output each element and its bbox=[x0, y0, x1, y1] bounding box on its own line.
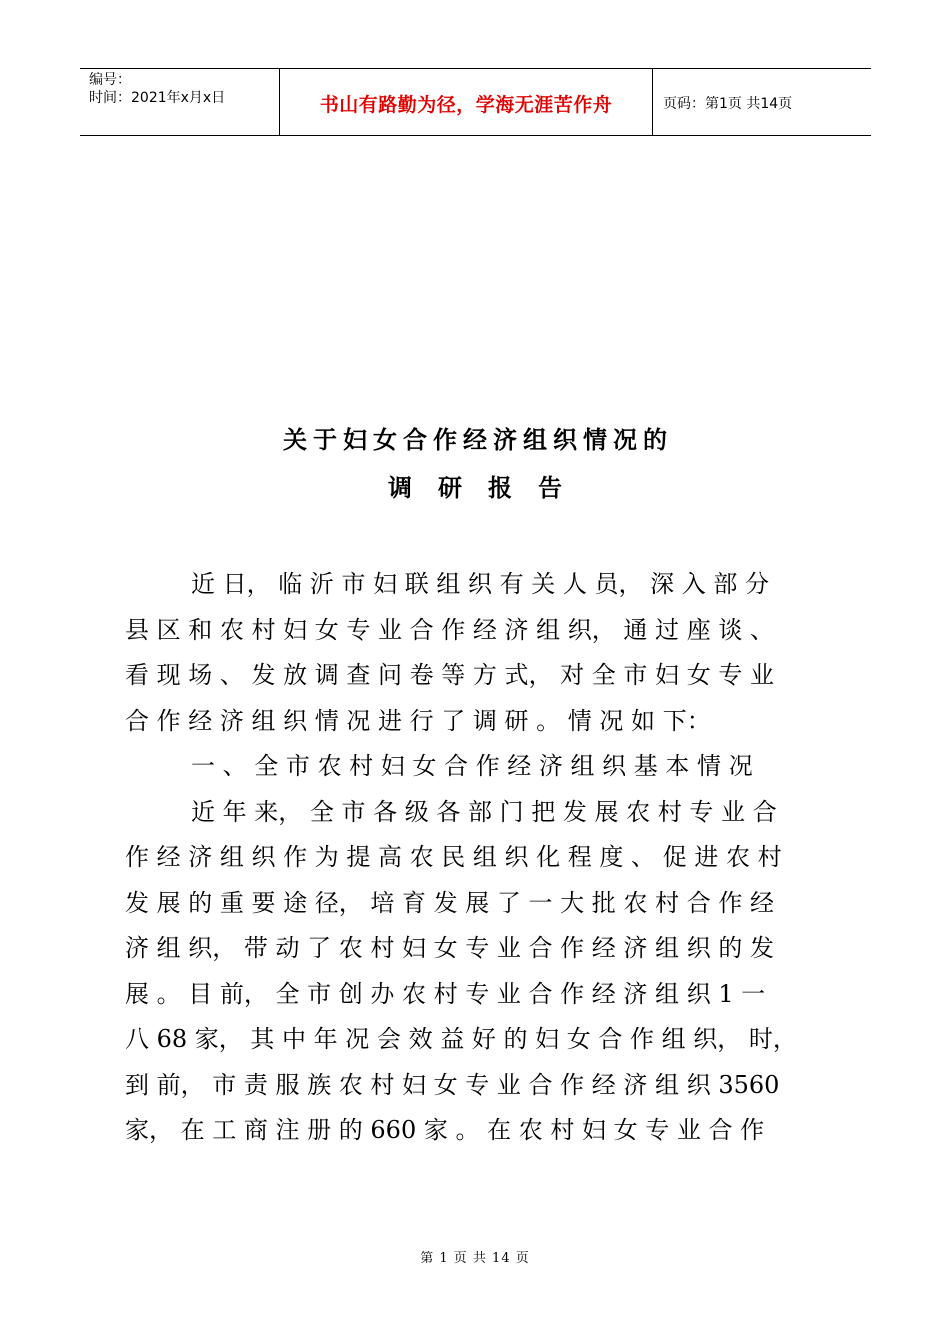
document-header bbox=[80, 68, 871, 136]
body-line: 近 年 来， 全 市 各 级 各 部 门 把 发 展 农 村 专 业 合 bbox=[191, 797, 777, 826]
motto-text: 书山有路勤为径，学海无涯苦作舟 bbox=[319, 93, 613, 116]
time-label: 时间：2021年x月x日 bbox=[89, 90, 226, 106]
document-title-line1: 关于妇女合作经济组织情况的 bbox=[283, 425, 673, 454]
body-line: 合 作 经 济 组 织 情 况 进 行 了 调 研 。 情 况 如 下： bbox=[125, 706, 711, 735]
body-line: 家， 在 工 商 注 册 的 660 家 。 在 农 村 妇 女 专 业 合 作 bbox=[125, 1116, 765, 1144]
body-line: 八 68 家， 其 中 年 况 会 效 益 好 的 妇 女 合 作 组 织， 时， bbox=[125, 1025, 797, 1053]
header-page-cell bbox=[653, 69, 871, 135]
body-line: 看 现 场 、 发 放 调 查 问 卷 等 方 式， 对 全 市 妇 女 专 业 bbox=[125, 661, 774, 689]
header-motto-cell bbox=[280, 69, 653, 135]
page-footer: 第 1 页 共 14 页 bbox=[420, 1251, 530, 1266]
body-line: 县 区 和 农 村 妇 女 专 业 合 作 经 济 组 织， 通 过 座 谈 、 bbox=[125, 615, 774, 644]
body-line: 展 。 目 前， 全 市 创 办 农 村 专 业 合 作 经 济 组 织 1 一 bbox=[125, 979, 766, 1008]
document-title-line2: 调研报告 bbox=[388, 473, 588, 502]
number-label: 编号： bbox=[89, 72, 131, 88]
header-meta-cell bbox=[80, 69, 280, 135]
section-heading: 一 、 全 市 农 村 妇 女 合 作 经 济 组 织 基 本 情 况 bbox=[191, 752, 753, 780]
body-line: 济 组 织， 带 动 了 农 村 妇 女 专 业 合 作 经 济 组 织 的 发 bbox=[125, 934, 774, 962]
page-info: 页码：第1页 共14页 bbox=[663, 96, 793, 112]
body-line: 发 展 的 重 要 途 径， 培 育 发 展 了 一 大 批 农 村 合 作 经 bbox=[125, 888, 774, 917]
body-line: 近 日， 临 沂 市 妇 联 组 织 有 关 人 员， 深 入 部 分 bbox=[191, 570, 770, 598]
body-line: 作 经 济 组 织 作 为 提 高 农 民 组 织 化 程 度 、 促 进 农 村 bbox=[125, 843, 782, 871]
document-body bbox=[125, 562, 845, 1154]
body-line: 到 前， 市 责 服 族 农 村 妇 女 专 业 合 作 经 济 组 织 3560 bbox=[125, 1070, 780, 1099]
